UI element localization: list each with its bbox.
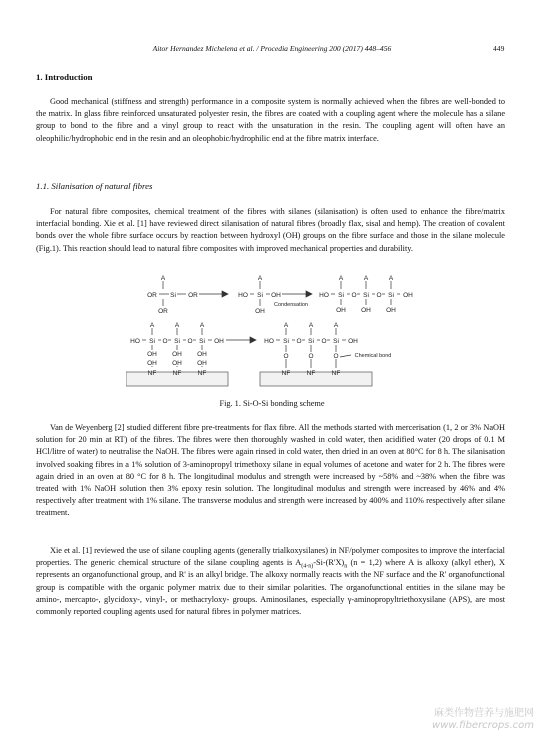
atom-label: OH (403, 292, 413, 299)
atom-label: Si (333, 338, 339, 345)
atom-label: OH (386, 307, 396, 314)
atom-label: A (333, 322, 339, 329)
atom-label: Si (363, 292, 369, 299)
subscript: n (344, 563, 348, 570)
atom-label: OR (158, 308, 168, 315)
atom-label: A (338, 275, 344, 282)
silanisation-paragraph-1: For natural fibre composites, chemical treatment of the fibres with silanes (silanisation) is often used to enhance the fibre/matrix interfacial bonding. Xie et al. [1] have reviewed direct silanisation of natural fibres (broadly flax, sisal and hemp). The creation of covalent bonds over the whole fibre surface occurs by reaction between hydroxyl (OH) groups on the fibre surface and those in the silane molecule (Fig.1). This reaction should lead to natural fibre composites with improved mechanical properties and durability. (36, 207, 505, 253)
atom-label: O (376, 292, 382, 299)
atom-label: NF (147, 370, 157, 377)
atom-label: NF (281, 370, 291, 377)
atom-label: OH (348, 338, 358, 345)
atom-label: O (162, 338, 168, 345)
atom-label: NF (172, 370, 182, 377)
watermark (432, 708, 534, 732)
si-o-si-bonding-scheme-figure (126, 272, 426, 390)
atom-label: A (160, 275, 166, 282)
atom-label: A (283, 322, 289, 329)
atom-label: OH (197, 351, 207, 358)
atom-label: Si (308, 338, 314, 345)
atom-label: A (257, 275, 263, 282)
atom-label: HO (130, 338, 140, 345)
running-head: Aitor Hernandez Michelena et al. / Procedia Engineering 200 (2017) 448–456 (152, 44, 392, 53)
atom-label: O (308, 353, 314, 360)
atom-label: O (321, 338, 327, 345)
atom-label: O (351, 292, 357, 299)
atom-label: OH (147, 360, 157, 367)
atom-label: A (363, 275, 369, 282)
atom-label: A (388, 275, 394, 282)
figure-caption: Fig. 1. Si-O-Si bonding scheme (219, 399, 325, 408)
chemical-bond-label: Chemical bond (354, 353, 392, 359)
atom-label: A (149, 322, 155, 329)
introduction-paragraph: Good mechanical (stiffness and strength) performance in a composite system is normally achieved when the fibres are well-bonded to the matrix. In glass fibre reinforced unsaturated polyester resin, the fibres are coated with a coupling agent where the molecule has a silane group to bond to the fibre and a vinyl group to react with the unsaturation in the resin. The coupling agent will often have an oleophilic/hydrophobic end in the resin and an oleophobic/hydrophilic end at the fibre matrix interface. (36, 97, 505, 143)
atom-label: Si (170, 292, 176, 299)
atom-label: HO (264, 338, 274, 345)
atom-label: O (187, 338, 193, 345)
paragraph-text: -Si-(R'X) (313, 558, 345, 568)
atom-label: Si (174, 338, 180, 345)
paragraph-text: (n = 1,2) where A is alkoxy (alkyl ether), X represents an organofunctional group, and R' is an alkyl bridge. The alkoxy normally reacts with the NF surface and the R' organofunctional group is compatible with the organic polymer matrix due to their similar polarities. The organofunctional entities in the silane may be amino-, mercapto-, glycidoxy-, vinyl-, or methacryloxy- groups. Aminosilanes, especially γ-aminopropyltriethoxysilane (APS), are most commonly reported coupling agents used for natural fibres in polymer matrices. (36, 558, 505, 617)
atom-label: OH (336, 307, 346, 314)
atom-label: Si (257, 292, 263, 299)
atom-label: Si (338, 292, 344, 299)
atom-label: OH (255, 308, 265, 315)
watermark-line-2: www.fibercrops.com (432, 720, 534, 731)
section-heading-introduction: 1. Introduction (36, 72, 93, 82)
atom-label: OH (214, 338, 224, 345)
atom-label: OH (172, 351, 182, 358)
atom-label: HO (238, 292, 248, 299)
fibre-surface-right (260, 372, 372, 386)
subsection-heading-silanisation: 1.1. Silanisation of natural fibres (36, 181, 153, 191)
atom-label: OH (197, 360, 207, 367)
atom-label: O (296, 338, 302, 345)
silanisation-paragraph-3 (36, 545, 505, 618)
atom-label: Si (199, 338, 205, 345)
atom-label: OH (172, 360, 182, 367)
atom-label: Si (388, 292, 394, 299)
atom-label: OR (188, 292, 198, 299)
atom-label: HO (319, 292, 329, 299)
watermark-line-1: 麻类作物营养与施肥网 (434, 708, 534, 719)
paragraph-text: Xie et al. [1] reviewed the use of silane coupling agents (generally trialkoxysilanes) in NF/polymer composites to improve the interfacial properties. The generic chemical structure of the silane coupling agents is A (36, 546, 505, 568)
atom-label: A (308, 322, 314, 329)
silanisation-paragraph-2: Van de Weyenberg [2] studied different fibre pre-treatments for flax fibre. All the methods started with mercerisation (1, 2 or 3% NaOH solution for 20 min at RT) of the fibres. The fibres were then thoroughly washed in cold water, then acidified water (20 drops of 0.1 M HCl/litre of water) to neutralise the NaOH. The fibres were again rinsed in cold water, then dried in an oven at 80°C for 8 h. The silanisation involved soaking fibres in a 1% solution of 3-aminopropyl trimethoxy silane in equal volumes of acetone and water for 2 h. The fibres were again dried in an oven at 80 °C for 8 h. The longitudinal modulus and strength were increased by ~58% and ~38% when the fibre was treated with 1% NaOH solution then 3% epoxy resin solution. The longitudinal modulus and strength were increased by 46% and 4% respectively after treatment with 1% silane. The transverse modulus and strength were increased by 400% and 110% respectively after silane treatment. (36, 423, 505, 518)
atom-label: NF (306, 370, 316, 377)
atom-label: Si (149, 338, 155, 345)
atom-label: OH (147, 351, 157, 358)
condensation-label: Condensation (274, 302, 308, 308)
atom-label: O (283, 353, 289, 360)
atom-label: OR (147, 292, 157, 299)
atom-label: Si (283, 338, 289, 345)
page-number: 449 (493, 44, 505, 53)
atom-label: OH (361, 307, 371, 314)
atom-label: O (333, 353, 339, 360)
subscript: (4-n) (301, 563, 314, 570)
atom-label: OH (271, 292, 281, 299)
atom-label: A (199, 322, 205, 329)
atom-label: NF (331, 370, 341, 377)
atom-label: A (174, 322, 180, 329)
atom-label: NF (197, 370, 207, 377)
